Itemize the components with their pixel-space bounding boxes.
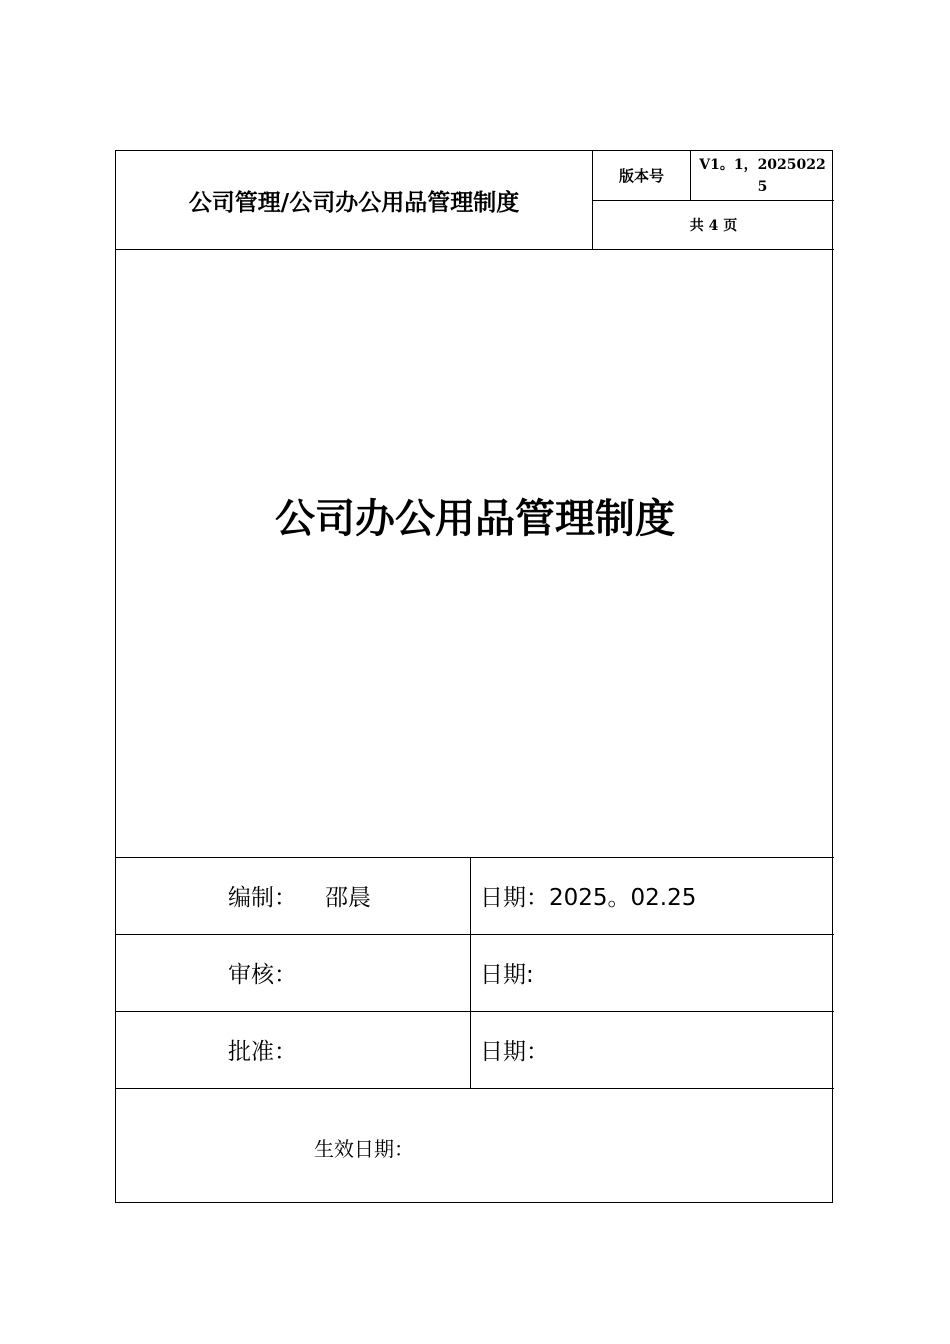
version-label: 版本号 (618, 167, 664, 185)
page-count: 共 4 页 (689, 218, 738, 234)
header-title: 公司管理/公司办公用品管理制度 (188, 188, 520, 216)
compiled-by (228, 857, 468, 933)
version-value (691, 151, 834, 200)
compiled-name: 邵晨 (325, 884, 371, 911)
document-cover-table (115, 150, 833, 1203)
effective-date-label: 生效日期： (314, 1136, 414, 1161)
signoff-divider-vertical (470, 857, 471, 1088)
compiled-label: 编制： (228, 884, 297, 911)
reviewed-label: 审核： (228, 961, 297, 988)
document-title: 公司办公用品管理制度 (275, 495, 675, 542)
version-value-line2: 5 (757, 178, 768, 195)
reviewed-date: 日期: (480, 961, 534, 988)
approved-label: 批准： (228, 1038, 297, 1065)
version-value-line1: V1。1，2025022 (699, 156, 826, 173)
approved-date: 日期： (480, 1038, 549, 1065)
compiled-date: 日期：2025。02.25 (480, 884, 697, 911)
